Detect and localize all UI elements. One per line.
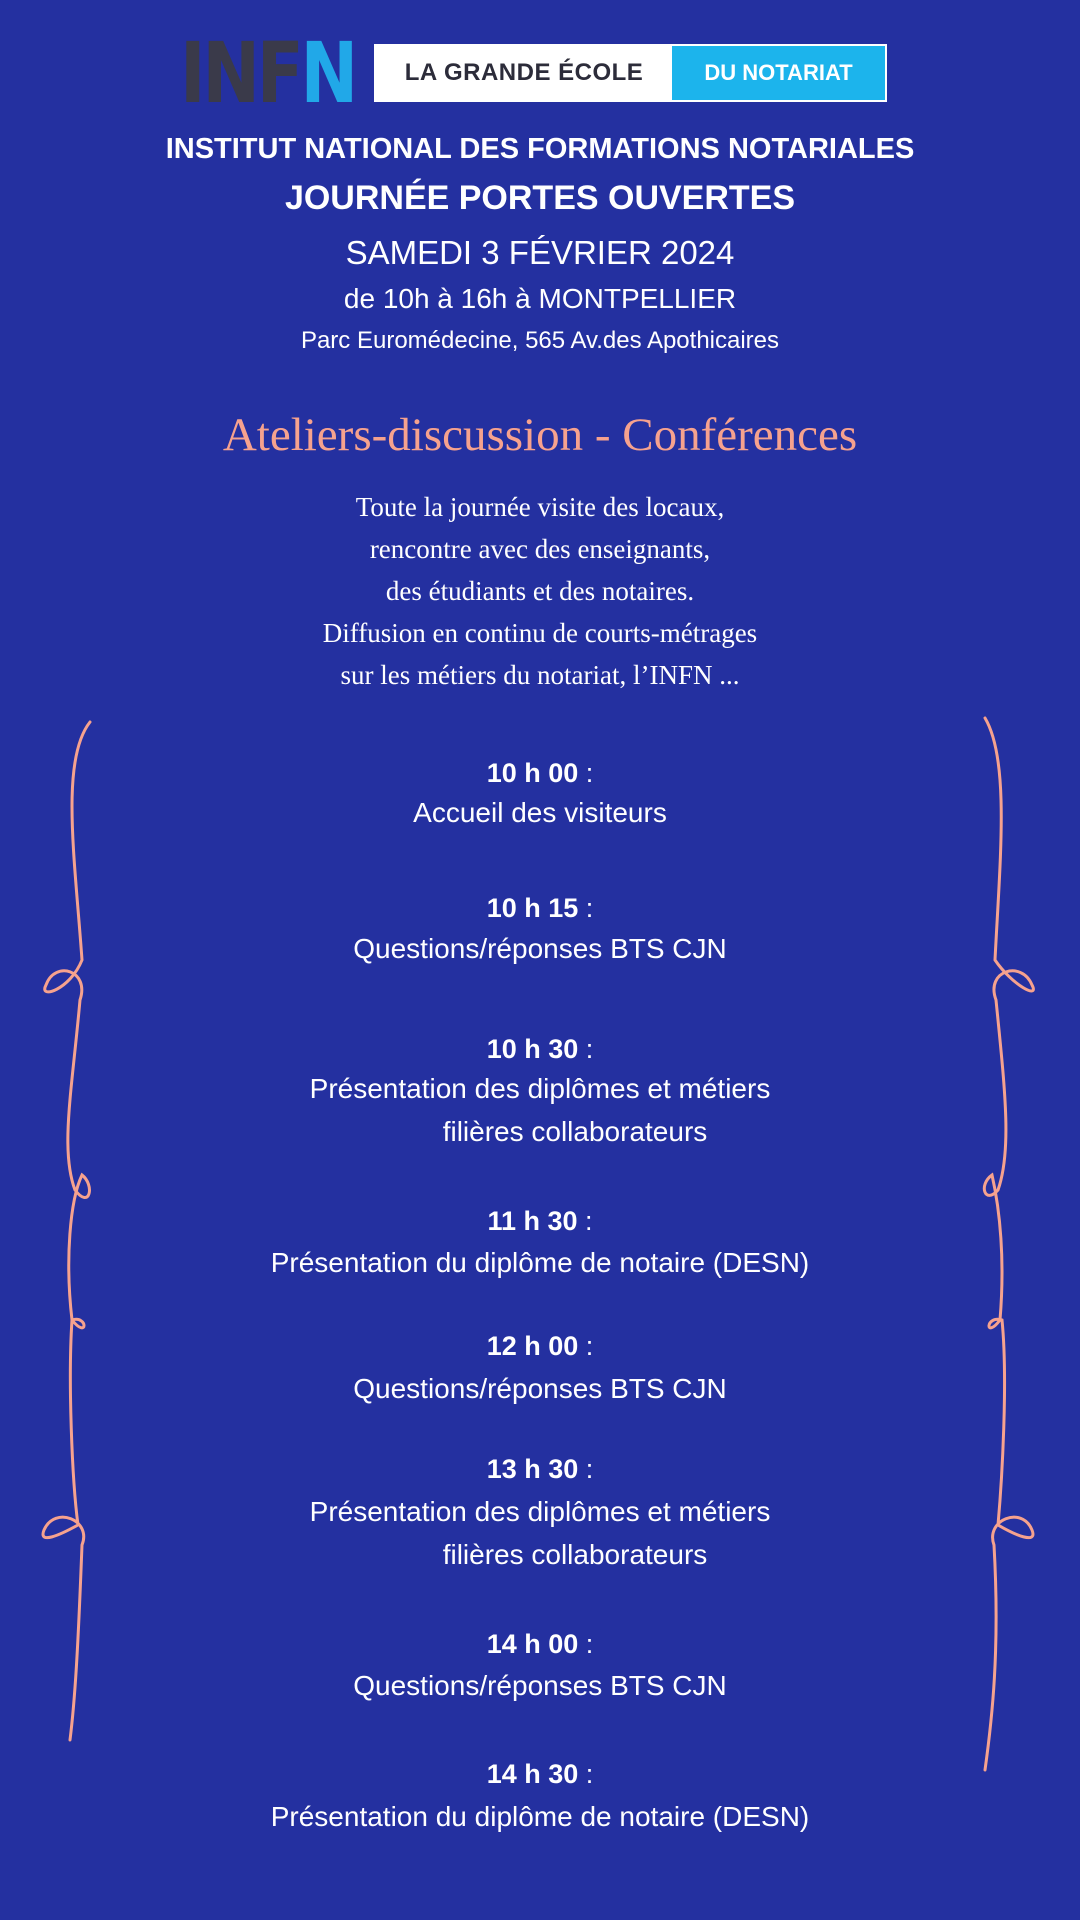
schedule-time-value: 14 h 30 <box>486 1759 579 1789</box>
grande-ecole-logo <box>374 44 887 102</box>
schedule-description: Présentation du diplôme de notaire (DESN) <box>270 1801 810 1832</box>
schedule-time-separator: : <box>578 1034 594 1064</box>
schedule-description: Questions/réponses BTS CJN <box>353 1670 727 1701</box>
schedule-time <box>0 1759 1080 1790</box>
schedule-time-value: 10 h 30 <box>486 1034 579 1064</box>
schedule-description: Présentation du diplôme de notaire (DESN) <box>270 1247 810 1278</box>
intro-line: des étudiants et des notaires. <box>385 576 695 606</box>
grande-ecole-logo-right: DU NOTARIAT <box>672 46 885 100</box>
schedule-time-separator: : <box>578 1454 594 1484</box>
schedule-description: filières collaborateurs <box>442 1116 708 1147</box>
infn-logo <box>180 24 355 122</box>
infn-logo-text-dark: INF <box>180 24 301 122</box>
grande-ecole-logo-left: LA GRANDE ÉCOLE <box>376 46 672 100</box>
schedule-time-separator: : <box>578 758 594 788</box>
schedule-time-separator: : <box>577 1206 593 1236</box>
intro-line: Toute la journée visite des locaux, <box>355 492 725 522</box>
schedule-time-value: 11 h 30 <box>487 1206 578 1236</box>
schedule-time <box>0 758 1080 789</box>
event-time-place: de 10h à 16h à MONTPELLIER <box>343 283 737 314</box>
schedule-time-separator: : <box>578 893 594 923</box>
schedule-time-value: 13 h 30 <box>486 1454 579 1484</box>
schedule-time <box>0 1206 1080 1237</box>
right-swirl <box>984 718 1033 1770</box>
schedule-description: Présentation des diplômes et métiers <box>309 1073 771 1104</box>
schedule-time-value: 10 h 15 <box>486 893 579 923</box>
schedule-time <box>0 1629 1080 1660</box>
event-date: SAMEDI 3 FÉVRIER 2024 <box>345 234 735 271</box>
infn-logo-text-light: N <box>300 24 355 122</box>
intro-line: Diffusion en continu de courts-métrages <box>322 618 758 648</box>
intro-line: sur les métiers du notariat, l’INFN ... <box>340 660 740 690</box>
event-title: JOURNÉE PORTES OUVERTES <box>284 179 796 217</box>
schedule-time <box>0 893 1080 924</box>
schedule-time-separator: : <box>578 1759 594 1789</box>
schedule-description: Présentation des diplômes et métiers <box>309 1496 771 1527</box>
schedule-time <box>0 1034 1080 1065</box>
section-title: Ateliers-discussion - Conférences <box>222 409 858 461</box>
event-address: Parc Euromédecine, 565 Av.des Apothicaires <box>300 327 780 354</box>
schedule-description: Accueil des visiteurs <box>413 797 667 828</box>
schedule-time-value: 12 h 00 <box>486 1331 579 1361</box>
schedule-description: filières collaborateurs <box>442 1539 708 1570</box>
institute-name: INSTITUT NATIONAL DES FORMATIONS NOTARIALES <box>165 133 915 165</box>
schedule-time <box>0 1454 1080 1485</box>
schedule-description: Questions/réponses BTS CJN <box>353 1373 727 1404</box>
schedule-time-value: 10 h 00 <box>486 758 579 788</box>
schedule-time-value: 14 h 00 <box>486 1629 579 1659</box>
intro-line: rencontre avec des enseignants, <box>369 534 711 564</box>
schedule-time-separator: : <box>578 1629 594 1659</box>
schedule-time-separator: : <box>578 1331 594 1361</box>
schedule-description: Questions/réponses BTS CJN <box>353 933 727 964</box>
schedule-time <box>0 1331 1080 1362</box>
